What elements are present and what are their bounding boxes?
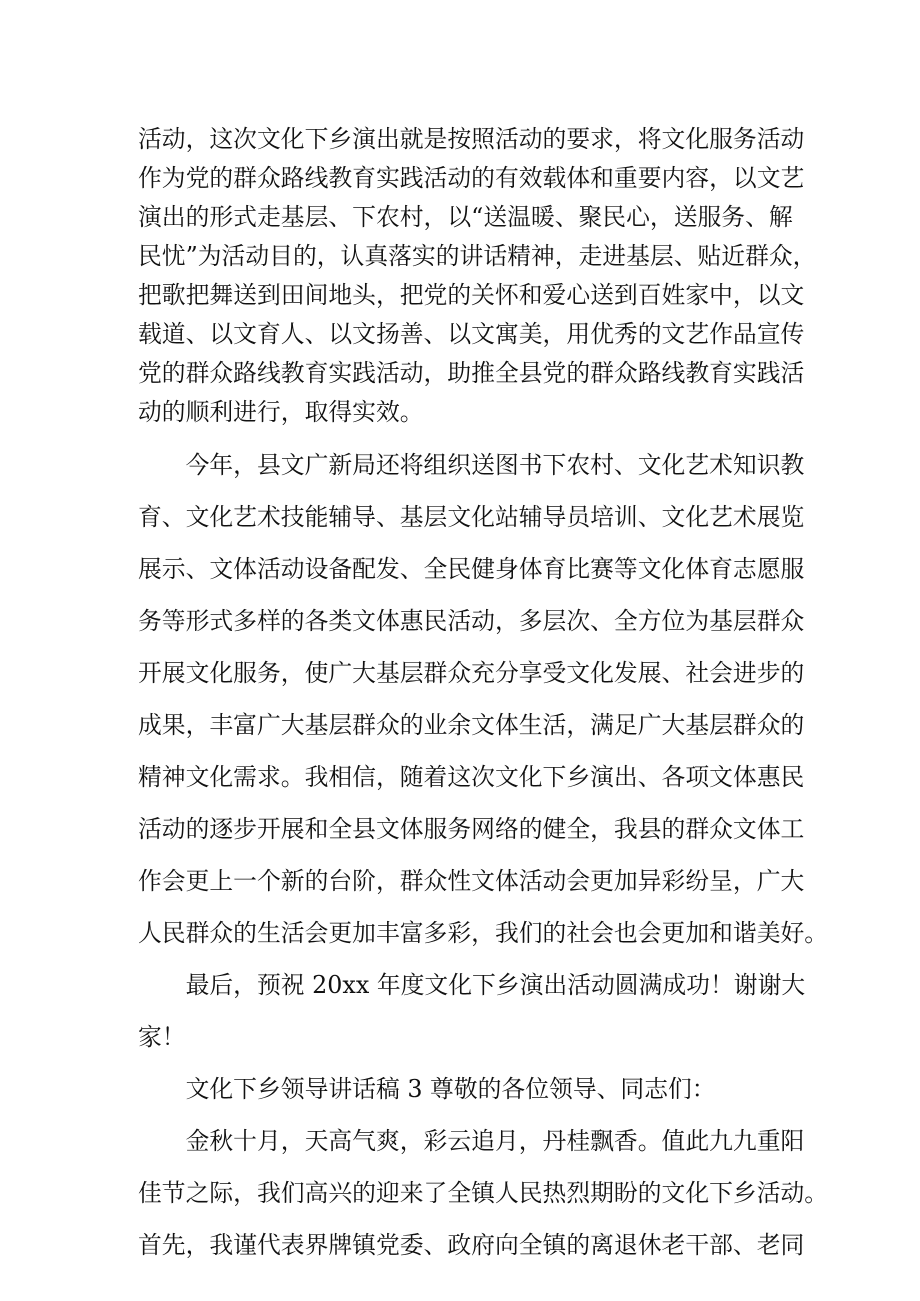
text-line: 把歌把舞送到田间地头，把党的关怀和爱心送到百姓家中，以文 <box>138 281 805 309</box>
text-line: 作为党的群众路线教育实践活动的有效载体和重要内容，以文艺 <box>138 164 805 192</box>
text-line: 育、文化艺术技能辅导、基层文化站辅导员培训、文化艺术展览 <box>138 503 805 531</box>
text-line: 活动，这次文化下乡演出就是按照活动的要求，将文化服务活动 <box>138 125 805 153</box>
text-line: 作会更上一个新的台阶，群众性文体活动会更加异彩纷呈，广大 <box>138 867 805 895</box>
text-line: 家！ <box>138 1023 186 1051</box>
text-line: 开展文化服务，使广大基层群众充分享受文化发展、社会进步的 <box>138 659 805 687</box>
text-line: 动的顺利进行，取得实效。 <box>138 398 424 426</box>
text-line: 载道、以文育人、以文扬善、以文寓美，用优秀的文艺作品宣传 <box>138 320 805 348</box>
text-line: 活动的逐步开展和全县文体服务网络的健全，我县的群众文体工 <box>138 815 805 843</box>
text-line: 人民群众的生活会更加丰富多彩，我们的社会也会更加和谐美好。 <box>138 919 829 947</box>
text-line: 佳节之际，我们高兴的迎来了全镇人民热烈期盼的文化下乡活动。 <box>138 1179 829 1207</box>
text-line: 演出的形式走基层、下农村，以“送温暖、聚民心，送服务、解 <box>138 203 793 231</box>
text-line: 务等形式多样的各类文体惠民活动，多层次、全方位为基层群众 <box>138 607 805 635</box>
text-line: 今年，县文广新局还将组织送图书下农村、文化艺术知识教 <box>138 451 805 479</box>
text-line: 党的群众路线教育实践活动，助推全县党的群众路线教育实践活 <box>138 359 805 387</box>
text-line: 展示、文体活动设备配发、全民健身体育比赛等文化体育志愿服 <box>138 555 805 583</box>
text-line: 最后，预祝 20xx 年度文化下乡演出活动圆满成功！谢谢大 <box>138 971 806 999</box>
text-line: 金秋十月，天高气爽，彩云追月，丹桂飘香。值此九九重阳 <box>138 1127 805 1155</box>
text-line: 首先，我谨代表界牌镇党委、政府向全镇的离退休老干部、老同 <box>138 1231 805 1259</box>
text-line: 成果，丰富广大基层群众的业余文体生活，满足广大基层群众的 <box>138 711 805 739</box>
text-line: 文化下乡领导讲话稿 3 尊敬的各位领导、同志们： <box>138 1075 716 1103</box>
text-line: 精神文化需求。我相信，随着这次文化下乡演出、各项文体惠民 <box>138 763 805 791</box>
text-line: 民忧”为活动目的，认真落实的讲话精神，走进基层、贴近群众， <box>138 242 817 270</box>
